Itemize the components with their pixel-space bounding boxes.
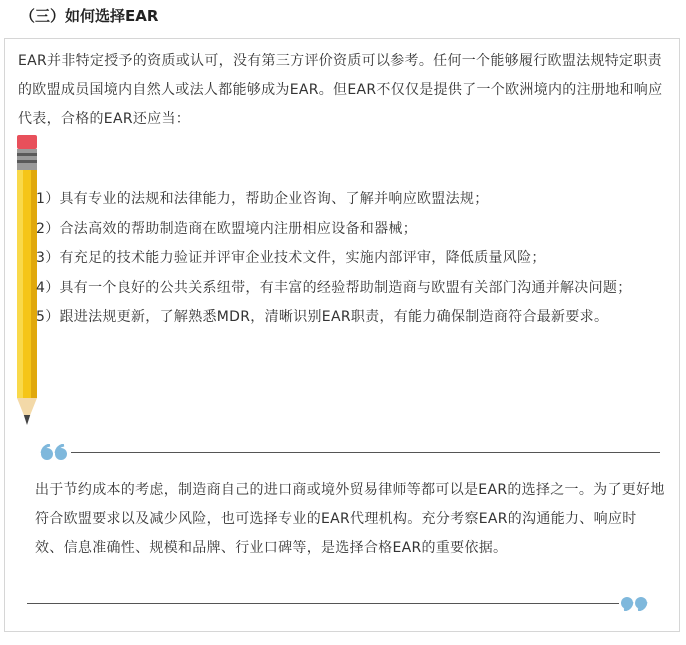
list-item: 1）具有专业的法规和法律能力，帮助企业咨询、了解并响应欧盟法规；: [36, 191, 489, 207]
list-item: 3）有充足的技术能力验证并评审企业技术文件，实施内部评审，降低质量风险；: [36, 250, 546, 266]
close-quote-icon: [619, 595, 651, 611]
section-title: （三）如何选择EAR: [20, 7, 159, 25]
list-item: 5）跟进法规更新，了解熟悉MDR，清晰识别EAR职责，有能力确保制造商符合最新要求。: [36, 309, 609, 325]
open-quote-icon: [39, 444, 71, 460]
quote-bottom-divider: [27, 603, 619, 604]
list-item: 2）合法高效的帮助制造商在欧盟境内注册相应设备和器械；: [36, 220, 418, 237]
requirements-list: [36, 185, 672, 333]
pencil-icon: [16, 135, 38, 430]
quote-top-divider: [71, 452, 660, 453]
content-card: [4, 38, 680, 632]
summary-paragraph: 出于节约成本的考虑，制造商自己的进口商或境外贸易律师等都可以是EAR的选择之一。为了更好地符合欧盟要求以及减少风险，也可选择专业的EAR代理机构。充分考察EAR的沟通能力、响应时效、信息准确性、规模和品牌、行业口碑等，是选择合格EAR的重要依据。: [35, 482, 665, 556]
intro-paragraph: EAR并非特定授予的资质或认可，没有第三方评价资质可以参考。任何一个能够履行欧盟法规特定职责的欧盟成员国境内自然人或法人都能够成为EAR。但EAR不仅仅是提供了一个欧洲境内的注册地和响应代表，合格的EAR还应当：: [18, 53, 663, 127]
list-item: 4）具有一个良好的公共关系纽带，有丰富的经验帮助制造商与欧盟有关部门沟通并解决问题；: [36, 279, 632, 296]
